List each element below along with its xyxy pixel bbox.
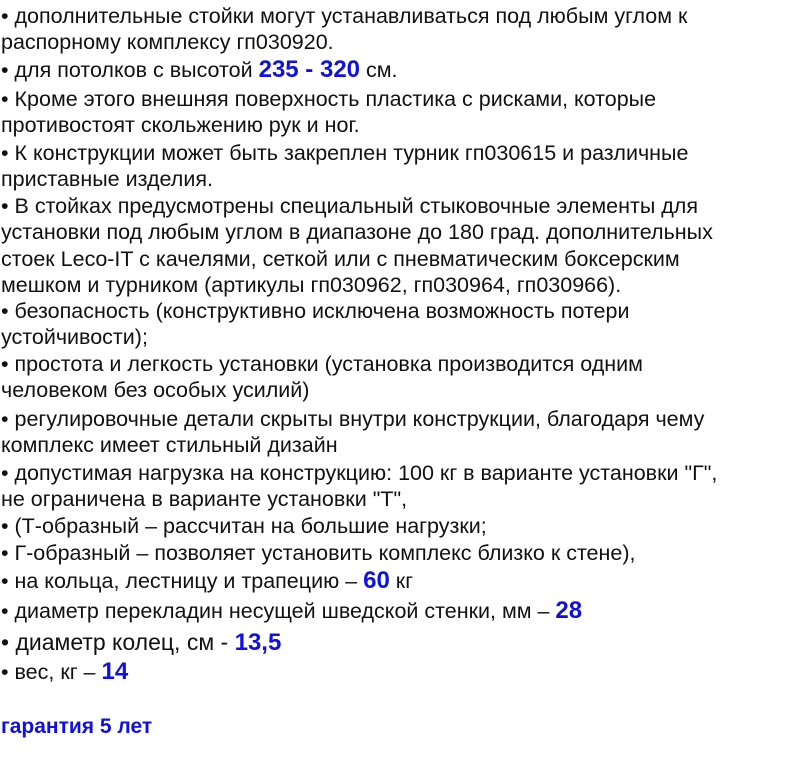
text-fragment: см. <box>360 58 398 82</box>
text-fragment: • диаметр колец, см - <box>1 629 235 655</box>
text-line: не ограничена в варианте установки "Т", <box>1 487 408 511</box>
text-line: • безопасность (конструктивно исключена возможность потери <box>1 299 630 323</box>
text-line: • Кроме этого внешняя поверхность пластика с рисками, которые <box>1 87 657 111</box>
text-line: • регулировочные детали скрыты внутри конструкции, благодаря чему <box>1 407 705 431</box>
crossbar-diameter-line <box>1 598 582 624</box>
text-fragment: кг <box>389 569 414 593</box>
text-line: приставные изделия. <box>1 167 213 191</box>
text-line: человеком без особых усилий) <box>1 378 310 402</box>
weight-value: 14 <box>101 658 129 685</box>
warranty-text: гарантия 5 лет <box>1 715 153 738</box>
text-line: • допустимая нагрузка на конструкцию: 100 кг в варианте установки "Г", <box>1 461 718 485</box>
text-line: • дополнительные стойки могут устанавливаться под любым углом к <box>1 4 688 28</box>
text-line: • простота и легкость установки (установка производится одним <box>1 352 643 376</box>
crossbar-diameter-value: 28 <box>555 597 583 624</box>
text-line: • Г-образный – позволяет установить комплекс близко к стене), <box>1 541 636 565</box>
text-line: противостоят скольжению рук и ног. <box>1 113 360 137</box>
text-fragment: • на кольца, лестницу и трапецию – <box>1 569 364 593</box>
text-line: стоек Leco-IT с качелями, сеткой или с пневматическим боксерским <box>1 247 680 271</box>
text-line: мешком и турником (артикулы гп030962, гп030964, гп030966). <box>1 273 622 297</box>
text-fragment: • вес, кг – <box>1 660 102 684</box>
weight-line <box>1 659 128 685</box>
text-line: • К конструкции может быть закреплен турник гп030615 и различные <box>1 141 689 165</box>
text-line: устойчивости); <box>1 325 148 349</box>
ring-diameter-value: 13,5 <box>234 629 282 656</box>
ring-diameter-line <box>1 629 281 656</box>
text-fragment: • для потолков с высотой <box>1 58 259 82</box>
text-line: • (Т-образный – рассчитан на большие нагрузки; <box>1 514 487 538</box>
text-line: • В стойках предусмотрены специальный стыковочные элементы для <box>1 194 698 218</box>
rings-load-line <box>1 568 413 594</box>
text-line: комплекс имеет стильный дизайн <box>1 433 338 457</box>
ceiling-height-line <box>1 57 398 83</box>
text-fragment: • диаметр перекладин несущей шведской стенки, мм – <box>1 599 556 623</box>
text-line: распорному комплексу гп030920. <box>1 30 334 54</box>
text-line: установки под любым углом в диапазоне до 180 град. дополнительных <box>1 220 713 244</box>
rings-load-value: 60 <box>363 567 390 594</box>
ceiling-height-value: 235 - 320 <box>258 56 361 83</box>
